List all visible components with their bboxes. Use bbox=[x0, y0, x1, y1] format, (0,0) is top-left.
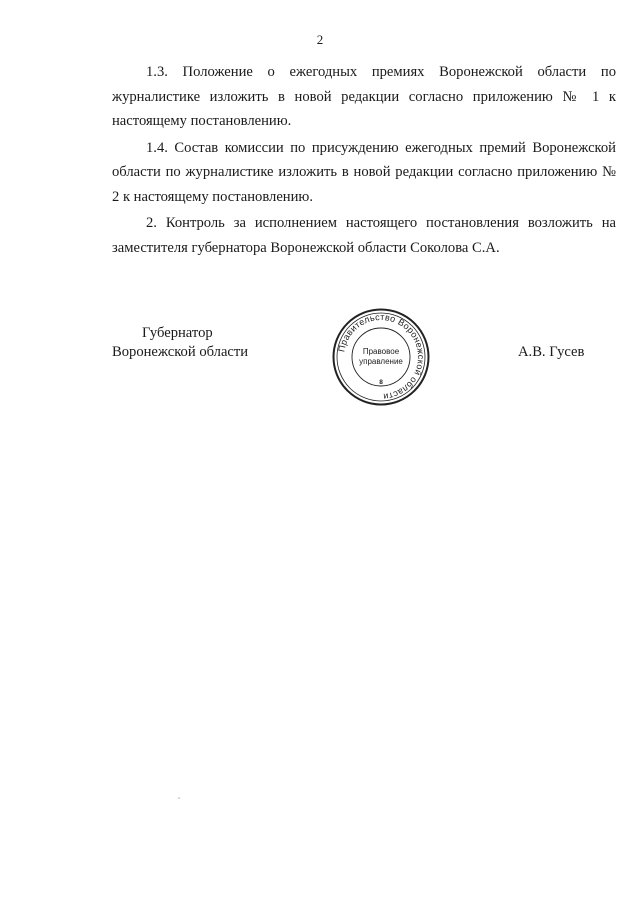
stamp-ring-text: Правительство Воронежской области bbox=[336, 311, 427, 402]
scan-dot bbox=[178, 797, 180, 799]
stamp-center-line2: управление bbox=[359, 357, 403, 366]
official-stamp bbox=[331, 307, 431, 407]
signatory-position: Губернатор bbox=[142, 325, 213, 341]
stamp-seal-graphic bbox=[331, 307, 431, 407]
paragraph-1-3: 1.3. Положение о ежегодных премиях Воронежской области по журналистике изложить в новой редакции согласно приложению № 1 к настоящему постановлению. bbox=[112, 64, 616, 129]
page-number: 2 bbox=[316, 32, 324, 47]
signatory-title bbox=[112, 324, 248, 362]
paragraph-1-4: 1.4. Состав комиссии по присуждению ежегодных премий Воронежской области по журналистике изложить в новой редакции согласно приложению № 2 к настоящему постановлению. bbox=[112, 139, 616, 205]
stamp-bottom-mark: 8 bbox=[379, 379, 383, 386]
document-body bbox=[112, 60, 616, 262]
signatory-name: А.В. Гусев bbox=[518, 344, 585, 360]
stamp-center-line1: Правовое bbox=[362, 347, 400, 356]
paragraph-2: 2. Контроль за исполнением настоящего постановления возложить на заместителя губернатора Воронежской области Соколова С.А. bbox=[112, 215, 616, 256]
signatory-region: Воронежской области bbox=[112, 344, 249, 360]
